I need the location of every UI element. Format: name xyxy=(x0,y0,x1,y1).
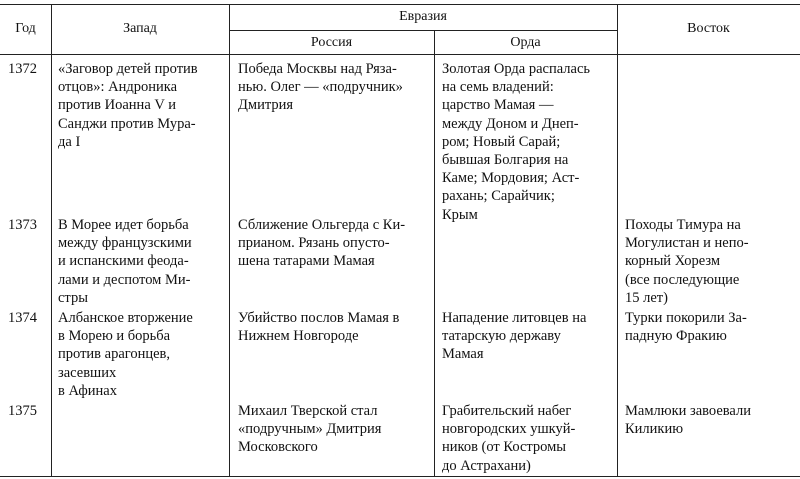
row-year: 1372 xyxy=(8,61,37,77)
row-year: 1374 xyxy=(8,310,37,326)
header-east: Восток xyxy=(687,21,730,36)
cell-russia: Михаил Тверской стал «подручным» Дмитрия Московского xyxy=(238,403,382,456)
cell-horde: Золотая Орда распалась на семь владений: царство Мамая — между Доном и Днеп- ром; Новый Сарай; бывшая Болгария на Каме; Мордовия; Аст- рахань; Сарайчик; Крым xyxy=(442,61,590,223)
header-bottom-rule xyxy=(0,54,800,55)
table-bottom-rule xyxy=(0,476,800,477)
col-rule-russia xyxy=(434,30,435,476)
cell-east: Турки покорили За- падную Фракию xyxy=(625,310,747,345)
cell-horde: Грабительский набег новгородских ушкуй- ников (от Костромы до Астрахани) xyxy=(442,403,576,474)
row-year: 1373 xyxy=(8,217,37,233)
cell-west: «Заговор детей против отцов»: Андроника против Иоанна V и Санджи против Мура- да I xyxy=(58,61,198,150)
cell-russia: Убийство послов Мамая в Нижнем Новгороде xyxy=(238,310,400,345)
header-horde: Орда xyxy=(510,35,541,50)
cell-west: Албанское вторжение в Морею и борьба против арагонцев, засевших в Афинах xyxy=(58,310,193,399)
cell-west: В Морее идет борьба между французскими и испанскими феода- лами и деспотом Ми- стры xyxy=(58,217,192,306)
header-russia: Россия xyxy=(310,35,353,50)
table-top-rule xyxy=(0,4,800,5)
cell-russia: Победа Москвы над Ряза- нью. Олег — «подручник» Дмитрия xyxy=(238,61,403,114)
cell-east: Мамлюки завоевали Киликию xyxy=(625,403,751,438)
header-west: Запад xyxy=(123,21,157,36)
row-year: 1375 xyxy=(8,403,37,419)
col-rule-west xyxy=(229,4,230,476)
cell-horde: Нападение литовцев на татарскую державу Мамая xyxy=(442,310,587,363)
col-rule-horde xyxy=(617,4,618,476)
col-rule-year xyxy=(51,4,52,476)
cell-east: Походы Тимура на Могулистан и непо- корный Хорезм (все последующие 15 лет) xyxy=(625,217,749,306)
header-year: Год xyxy=(15,21,36,36)
eurasia-divider xyxy=(229,30,617,31)
header-eurasia: Евразия xyxy=(399,9,447,24)
cell-russia: Сближение Ольгерда с Ки- прианом. Рязань опусто- шена татарами Мамая xyxy=(238,217,406,270)
